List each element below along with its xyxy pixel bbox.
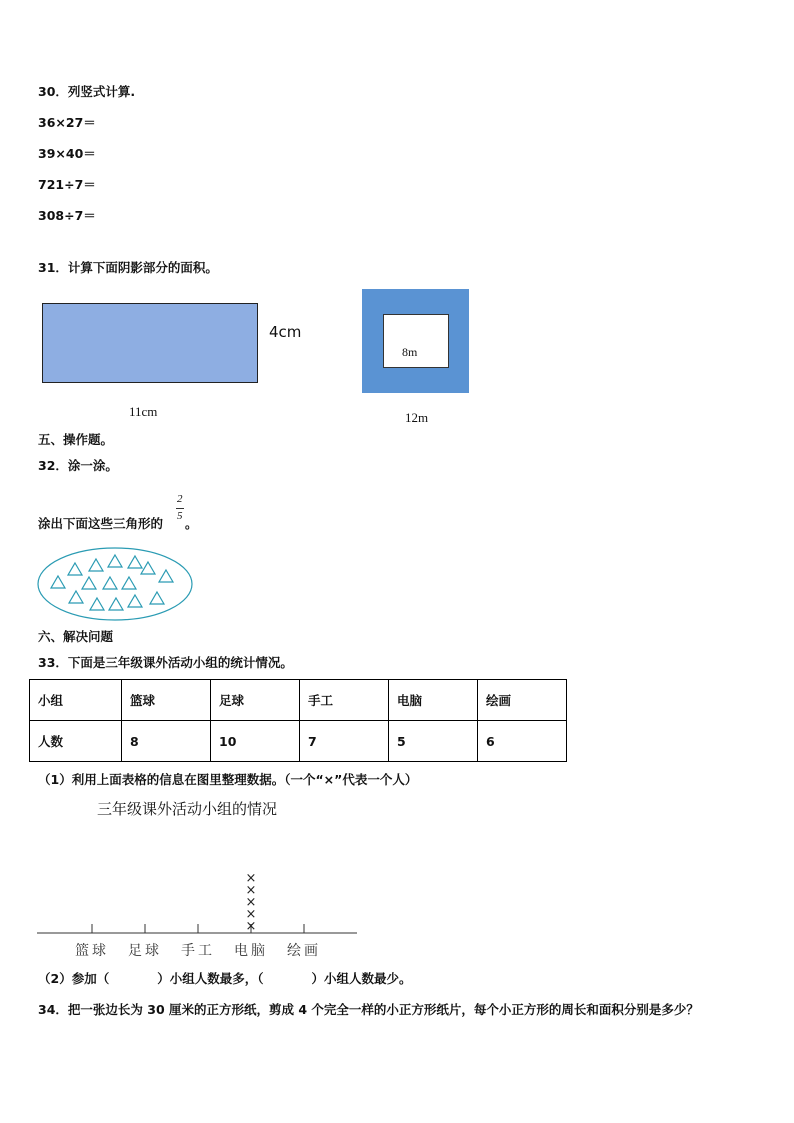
table-cell: 5	[389, 721, 478, 762]
table-cell: 10	[211, 721, 300, 762]
triangle-icon	[89, 559, 103, 571]
triangle-icon	[122, 577, 136, 589]
table-cell: 足球	[211, 680, 300, 721]
category-label: 绘画	[287, 943, 321, 959]
triangle-icon	[128, 595, 142, 607]
table-cell: 电脑	[389, 680, 478, 721]
q31-title: 31．计算下面阴影部分的面积。	[38, 260, 218, 275]
q33-part2-b: ）小组人数最多，（	[157, 971, 264, 986]
table-cell: 篮球	[122, 680, 211, 721]
rect-height-label: 4cm	[269, 323, 302, 341]
q30-item-1: 36×27＝	[38, 115, 96, 130]
fraction-numerator: 2	[177, 493, 183, 505]
q33-part2-c: ）小组人数最少。	[311, 971, 412, 986]
q32-instruction-end: 。	[185, 516, 198, 531]
table-row	[30, 680, 567, 721]
triangle-icon	[128, 556, 142, 568]
rect-width-label: 11cm	[129, 404, 158, 419]
category-label: 篮球	[75, 943, 109, 959]
triangle-icon	[150, 592, 164, 604]
q34-text: 34．把一张边长为 30 厘米的正方形纸，剪成 4 个完全一样的小正方形纸片，每个小正方形的周长和面积分别是多少？	[38, 1002, 699, 1017]
triangle-icon	[109, 598, 123, 610]
q32-instruction-text: 涂出下面这些三角形的	[38, 516, 164, 531]
shaded-rectangle	[42, 303, 258, 383]
triangle-icon	[159, 570, 173, 582]
table-cell: 6	[478, 721, 567, 762]
table-cell: 人数	[30, 721, 122, 762]
table-row	[30, 721, 567, 762]
tally-mark: ×	[245, 895, 257, 910]
q33-part2	[38, 971, 411, 987]
category-label: 电脑	[234, 943, 268, 959]
q30-item-4: 308÷7＝	[38, 208, 96, 223]
q30-item-3: 721÷7＝	[38, 177, 96, 192]
triangle-icon	[69, 591, 83, 603]
fraction-denominator: 5	[177, 510, 183, 522]
q32-title: 32．涂一涂。	[38, 458, 118, 473]
tally-chart	[30, 850, 370, 965]
tally-mark: ×	[245, 871, 257, 886]
table-cell: 绘画	[478, 680, 567, 721]
fraction-bar	[176, 508, 184, 509]
q30-title: 30．列竖式计算.	[38, 84, 136, 99]
triangle-icon	[141, 562, 155, 574]
category-label: 手工	[181, 943, 215, 959]
tally-mark: ×	[245, 883, 257, 898]
tally-mark: ×	[245, 919, 257, 934]
q33-part1: （1）利用上面表格的信息在图里整理数据。（一个“×”代表一个人）	[38, 772, 418, 787]
triangle-icon	[108, 555, 122, 567]
section-6-heading: 六、解决问题	[38, 629, 114, 644]
q32-instruction	[38, 516, 163, 532]
stats-table	[29, 679, 567, 762]
category-label: 足球	[128, 943, 162, 959]
triangle-icon	[82, 577, 96, 589]
triangle-icon	[103, 577, 117, 589]
table-cell: 7	[300, 721, 389, 762]
tally-mark: ×	[245, 907, 257, 922]
triangle-icon	[68, 563, 82, 575]
chart-title: 三年级课外活动小组的情况	[97, 801, 278, 818]
section-5-heading: 五、操作题。	[38, 432, 114, 447]
table-cell: 手工	[300, 680, 389, 721]
table-cell: 8	[122, 721, 211, 762]
q30-item-2: 39×40＝	[38, 146, 96, 161]
table-cell: 小组	[30, 680, 122, 721]
triangle-icon	[51, 576, 65, 588]
triangle-icon	[90, 598, 104, 610]
q33-title: 33．下面是三年级课外活动小组的统计情况。	[38, 655, 293, 670]
inner-square-label: 8m	[402, 345, 418, 359]
ellipse-outline	[38, 548, 192, 620]
triangles-ellipse	[36, 546, 196, 622]
q33-part2-a: （2）参加（	[38, 971, 110, 986]
outer-square-label: 12m	[405, 410, 429, 425]
